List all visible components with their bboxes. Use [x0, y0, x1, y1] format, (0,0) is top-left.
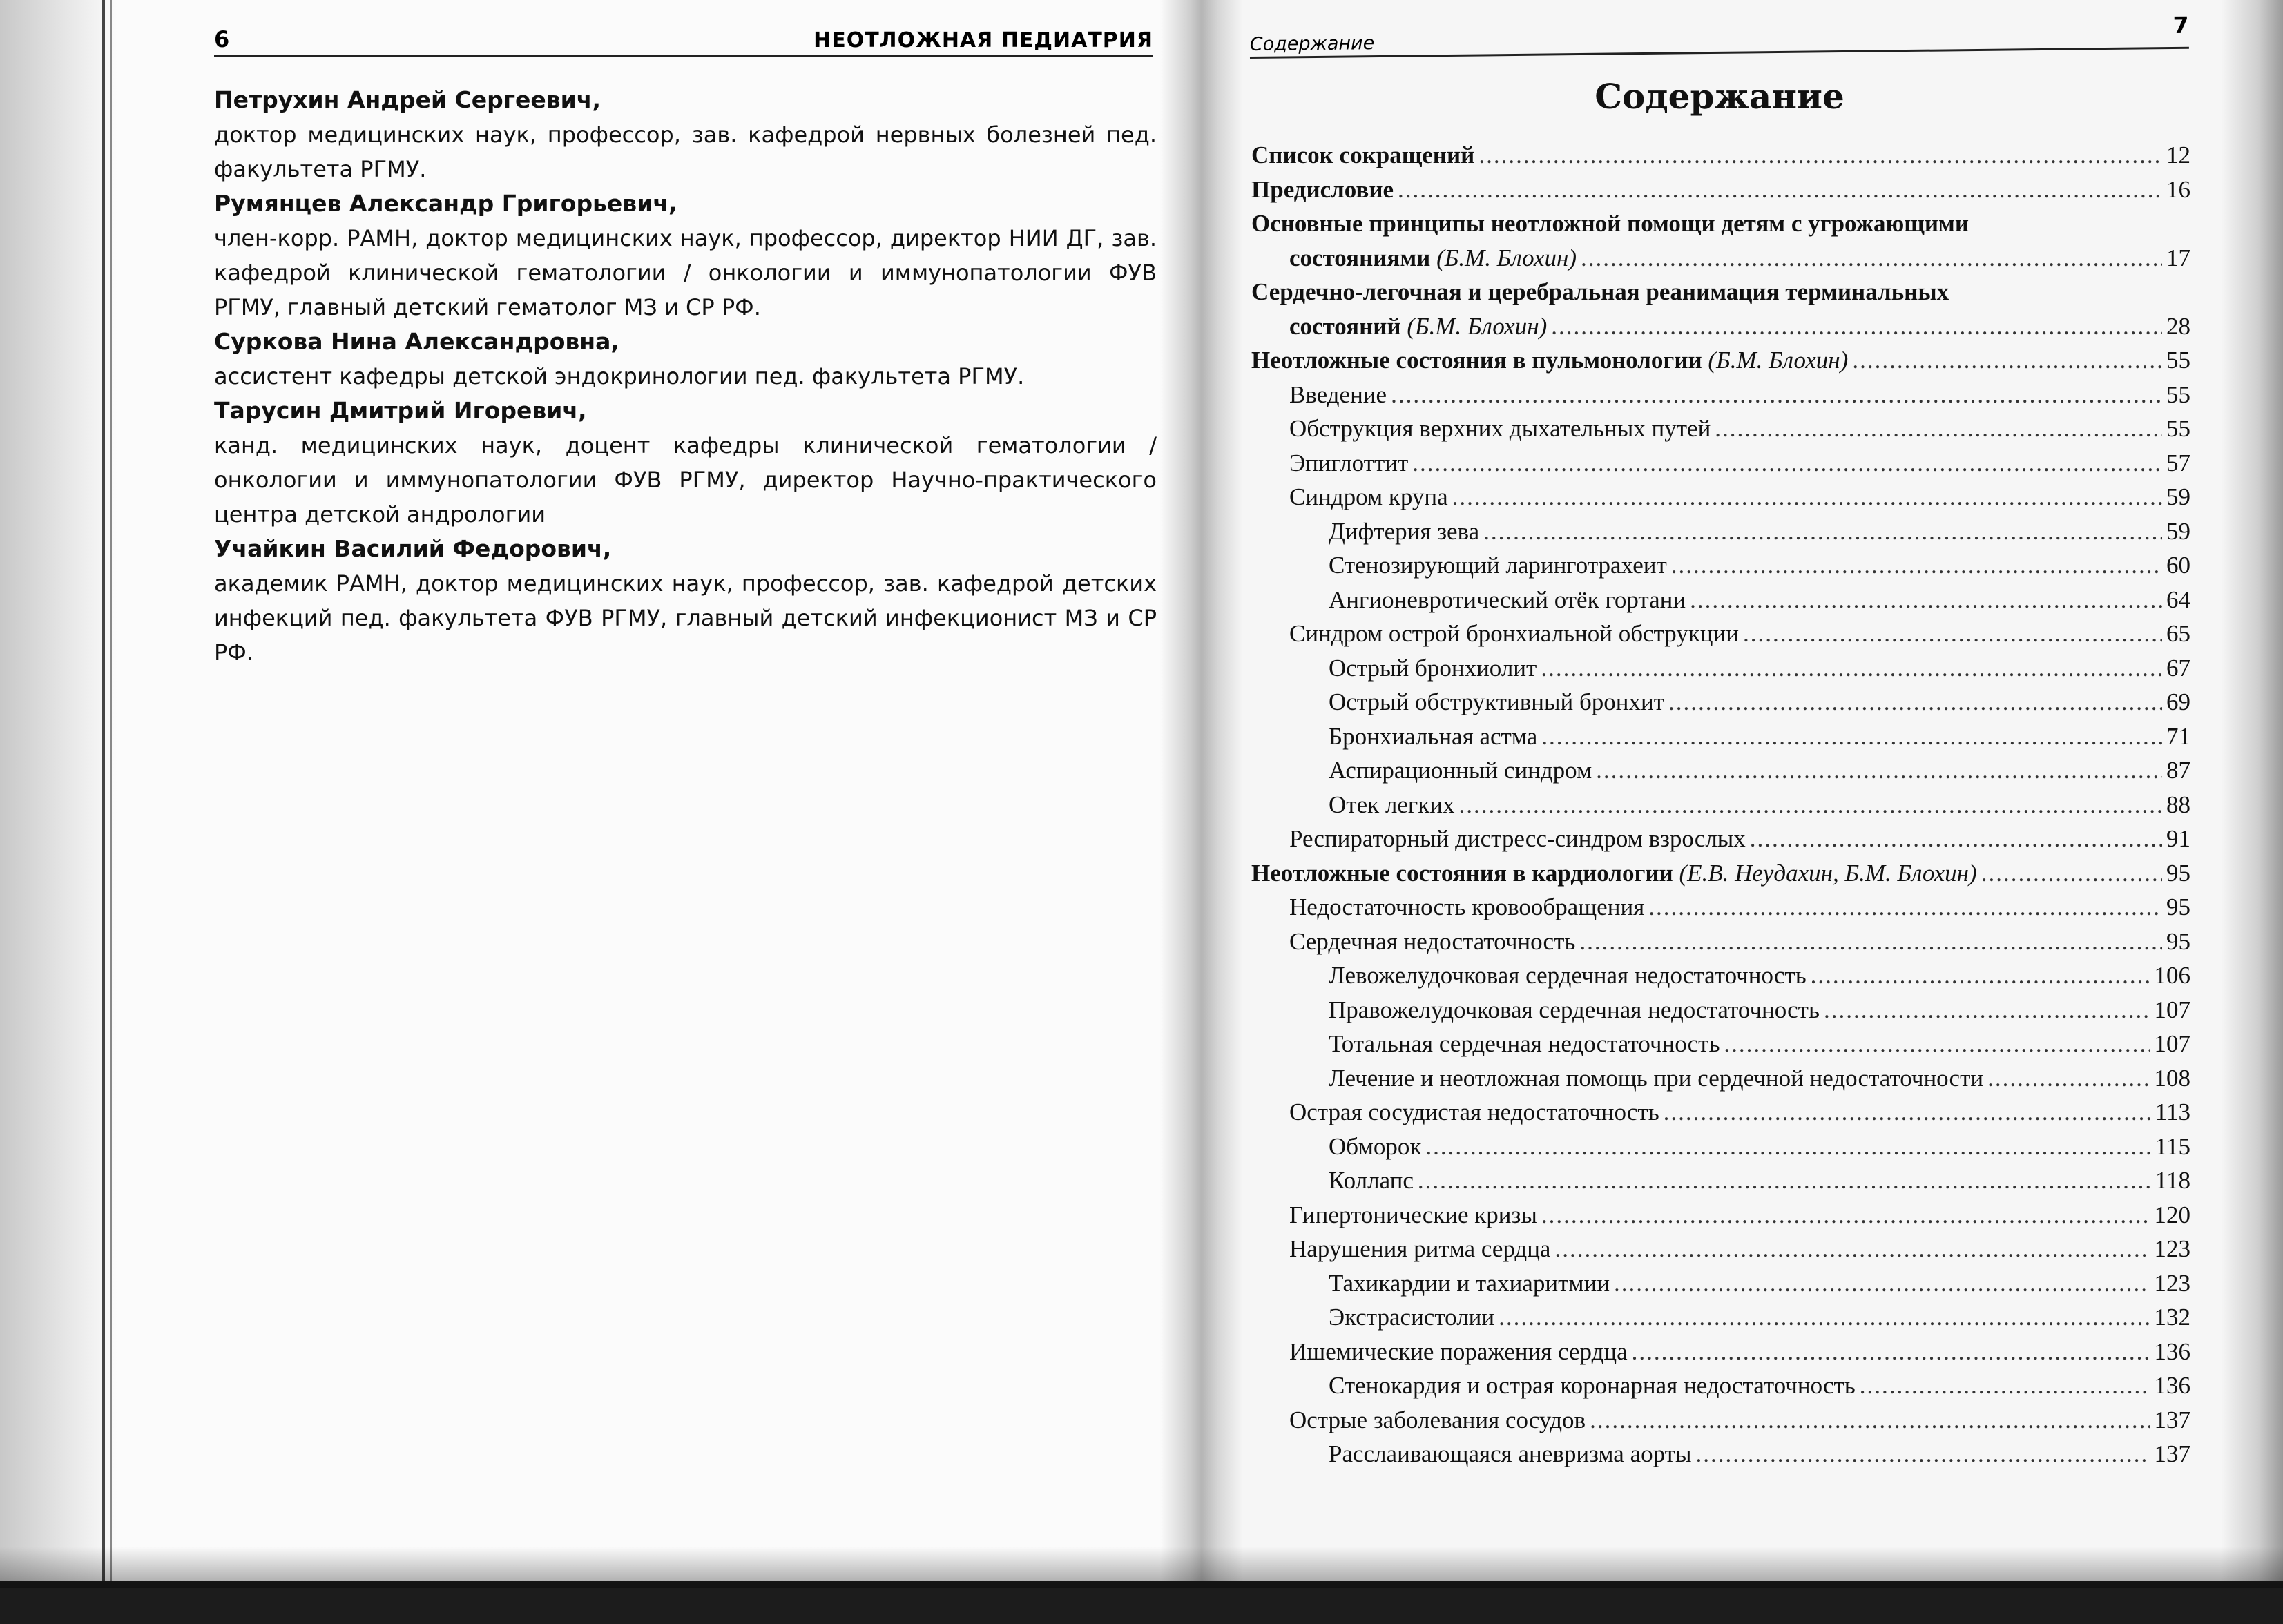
toc-entry-title: Экстрасистолии: [1329, 1304, 1495, 1331]
toc-entry[interactable]: [1251, 206, 2190, 275]
author-description: канд. медицинских наук, доцент кафедры клинической гематологии / онкологии и иммунопатологии ФУВ РГМУ, директор Научно-практического центра детской андрологии: [214, 432, 1157, 528]
toc-entry-title: Острые заболевания сосудов: [1289, 1406, 1586, 1433]
toc-leader-dots: [1668, 685, 2162, 719]
table-of-contents: [1251, 138, 2190, 1471]
toc-leader-dots: [1632, 1335, 2150, 1369]
toc-entry-title: Ангионевротический отёк гортани: [1329, 586, 1686, 613]
toc-entry-title: Недостаточность кровообращения: [1289, 893, 1645, 920]
toc-entry[interactable]: [1251, 685, 2190, 719]
toc-entry[interactable]: [1251, 1300, 2190, 1335]
toc-leader-dots: [1554, 1232, 2150, 1266]
toc-leader-dots: [1695, 1437, 2150, 1471]
toc-entry-title: Стенокардия и острая коронарная недостаточность: [1329, 1372, 1856, 1399]
toc-entry[interactable]: [1251, 1335, 2190, 1369]
authors-list: [214, 83, 1157, 670]
toc-leader-dots: [1690, 583, 2162, 617]
book-gutter: [1160, 0, 1243, 1581]
toc-entry-title: Коллапс: [1329, 1167, 1414, 1194]
toc-entry[interactable]: [1251, 925, 2190, 959]
toc-leader-dots: [1671, 548, 2162, 583]
toc-entry-title: Гипертонические кризы: [1289, 1201, 1537, 1228]
page-edge-line: [110, 0, 112, 1581]
toc-line: [1251, 1163, 2190, 1198]
toc-line: [1251, 1369, 2190, 1403]
toc-entry[interactable]: [1251, 1232, 2190, 1266]
author-name: Суркова Нина Александровна,: [214, 328, 619, 355]
toc-section-title: Предисловие: [1251, 175, 1394, 203]
toc-entry-title: Ишемические поражения сердца: [1289, 1337, 1628, 1365]
toc-entry[interactable]: [1251, 514, 2190, 549]
toc-entry-title: Правожелудочковая сердечная недостаточность: [1329, 996, 1820, 1023]
toc-entry-title: Респираторный дистресс-синдром взрослых: [1289, 825, 1746, 852]
toc-page-number: 16: [2166, 175, 2190, 203]
toc-line: [1251, 173, 2190, 207]
toc-section-author: (Е.В. Неудахин, Б.М. Блохин): [1673, 859, 1977, 887]
toc-line: [1251, 1335, 2190, 1369]
toc-leader-dots: [1987, 1061, 2150, 1096]
toc-entry-title: Стенозирующий ларинготрахеит: [1329, 552, 1667, 579]
author-name: Петрухин Андрей Сергеевич,: [214, 86, 601, 113]
toc-page-number: 95: [2166, 927, 2190, 955]
toc-entry[interactable]: [1251, 1369, 2190, 1403]
toc-entry[interactable]: [1251, 548, 2190, 583]
toc-entry[interactable]: [1251, 788, 2190, 822]
toc-leader-dots: [1750, 822, 2162, 856]
toc-entry-title: Синдром крупа: [1289, 483, 1448, 510]
toc-entry-title-line: Сердечно-легочная и церебральная реанимация терминальных: [1251, 278, 1949, 305]
toc-page-number: 17: [2166, 244, 2190, 271]
toc-line: [1251, 856, 2190, 891]
toc-entry[interactable]: [1251, 378, 2190, 412]
toc-line: [1251, 138, 2190, 173]
toc-entry[interactable]: [1251, 1266, 2190, 1301]
toc-entry-title: Острая сосудистая недостаточность: [1289, 1099, 1659, 1125]
toc-entry[interactable]: [1251, 583, 2190, 617]
toc-page-number: 115: [2155, 1132, 2190, 1160]
toc-page-number: 106: [2154, 962, 2190, 989]
toc-leader-dots: [1743, 617, 2162, 651]
toc-entry-title-line: Основные принципы неотложной помощи детям с угрожающими: [1251, 210, 1969, 237]
toc-leader-dots: [1715, 412, 2162, 446]
toc-entry-title: [1251, 856, 1977, 891]
toc-entry-title: Острый обструктивный бронхит: [1329, 688, 1665, 715]
toc-line: [1251, 412, 2190, 446]
author-entry: [214, 325, 1157, 394]
toc-leader-dots: [1724, 1027, 2150, 1061]
toc-entry-title: Отек легких: [1329, 791, 1455, 818]
toc-section-title: Список сокращений: [1251, 142, 1475, 168]
toc-entry-title: Лечение и неотложная помощь при сердечной недостаточности: [1329, 1064, 1984, 1092]
toc-page-number: 28: [2166, 312, 2190, 340]
author-description: член-корр. РАМН, доктор медицинских наук, профессор, директор НИИ ДГ, зав. кафедрой клинической гематологии / онкологии и иммунопатологии ФУВ РГМУ, главный детский гематолог МЗ и СР РФ.: [214, 225, 1157, 320]
toc-line: [1251, 1437, 2190, 1471]
toc-entry-title: [1251, 173, 1394, 207]
toc-line: [1251, 343, 2190, 378]
toc-page-number: 107: [2154, 996, 2190, 1023]
toc-entry-title: Синдром острой бронхиальной обструкции: [1289, 620, 1740, 647]
toc-entry[interactable]: [1251, 822, 2190, 856]
toc-line: [1251, 719, 2190, 754]
toc-section-author: (Б.М. Блохин): [1702, 347, 1849, 374]
toc-page-number: 71: [2166, 722, 2190, 750]
toc-page-number: 132: [2154, 1304, 2190, 1331]
toc-leader-dots: [1579, 925, 2162, 959]
author-name: Учайкин Василий Федорович,: [214, 535, 612, 562]
toc-entry[interactable]: [1251, 1437, 2190, 1471]
toc-leader-dots: [1596, 753, 2162, 788]
author-name: Румянцев Александр Григорьевич,: [214, 190, 677, 217]
toc-page-number: 69: [2166, 688, 2190, 715]
toc-page-number: 123: [2154, 1235, 2190, 1262]
toc-entry[interactable]: [1251, 446, 2190, 481]
toc-section-title: состояниями: [1289, 244, 1431, 271]
toc-line: [1251, 890, 2190, 925]
toc-entry[interactable]: [1251, 1095, 2190, 1130]
toc-entry[interactable]: [1251, 1027, 2190, 1061]
right-page-number: 7: [2173, 11, 2189, 39]
author-entry: [214, 532, 1157, 670]
toc-leader-dots: [1483, 514, 2162, 549]
toc-page-number: 55: [2166, 347, 2190, 374]
toc-line: [1251, 548, 2190, 583]
toc-entry-title: [1289, 309, 1547, 344]
running-title: НЕОТЛОЖНАЯ ПЕДИАТРИЯ: [813, 28, 1153, 52]
toc-entry[interactable]: [1251, 856, 2190, 891]
toc-entry[interactable]: [1251, 480, 2190, 514]
toc-line: [1251, 617, 2190, 651]
toc-leader-dots: [1852, 343, 2162, 378]
toc-line: [1251, 958, 2190, 993]
toc-line: [1251, 446, 2190, 481]
toc-line: [1251, 583, 2190, 617]
right-page-edge: [2221, 0, 2283, 1581]
toc-leader-dots: [1824, 993, 2150, 1027]
author-entry: [214, 83, 1157, 186]
toc-page-number: 57: [2166, 449, 2190, 476]
toc-entry[interactable]: [1251, 412, 2190, 446]
toc-line: [1251, 753, 2190, 788]
toc-entry-title: [1251, 343, 1848, 378]
toc-entry-title: Дифтерия зева: [1329, 517, 1480, 545]
toc-page-number: 123: [2154, 1269, 2190, 1297]
toc-line: [1251, 1266, 2190, 1301]
toc-entry-title: Сердечная недостаточность: [1289, 927, 1576, 955]
toc-page-number: 55: [2166, 380, 2190, 408]
toc-leader-dots: [1981, 856, 2162, 891]
toc-entry[interactable]: [1251, 890, 2190, 925]
toc-entry-title: Введение: [1289, 380, 1387, 408]
toc-entry-title: Тахикардии и тахиаритмии: [1329, 1269, 1610, 1297]
toc-page-number: 65: [2166, 620, 2190, 647]
toc-entry[interactable]: [1251, 958, 2190, 993]
toc-entry-title: Обструкция верхних дыхательных путей: [1289, 415, 1711, 442]
toc-line: [1251, 822, 2190, 856]
toc-entry[interactable]: [1251, 651, 2190, 686]
toc-leader-dots: [1425, 1130, 2150, 1164]
toc-entry[interactable]: [1251, 1198, 2190, 1232]
toc-line: [1251, 1232, 2190, 1266]
toc-leader-dots: [1860, 1369, 2150, 1403]
toc-leader-dots: [1551, 309, 2162, 344]
toc-leader-dots: [1541, 719, 2162, 754]
toc-leader-dots: [1541, 651, 2162, 686]
toc-entry[interactable]: [1251, 617, 2190, 651]
toc-leader-dots: [1590, 1403, 2150, 1438]
toc-leader-dots: [1664, 1095, 2151, 1130]
toc-leader-dots: [1418, 1163, 2151, 1198]
toc-entry[interactable]: [1251, 719, 2190, 754]
author-name: Тарусин Дмитрий Игоревич,: [214, 397, 587, 424]
toc-entry-title: Обморок: [1329, 1132, 1422, 1160]
author-entry: [214, 186, 1157, 325]
toc-page-number: 60: [2166, 552, 2190, 579]
toc-entry-title: Эпиглоттит: [1289, 449, 1409, 476]
toc-entry-title: Острый бронхиолит: [1329, 654, 1537, 682]
toc-entry[interactable]: [1251, 275, 2190, 343]
toc-page-number: 113: [2155, 1099, 2190, 1125]
toc-entry[interactable]: [1251, 1061, 2190, 1096]
toc-line: [1251, 241, 2190, 276]
toc-page-number: 55: [2166, 415, 2190, 442]
toc-entry[interactable]: [1251, 1163, 2190, 1198]
toc-page-number: 64: [2166, 586, 2190, 613]
toc-entry-title: [1289, 241, 1577, 276]
toc-line: [1251, 1300, 2190, 1335]
page-edge-line: [102, 0, 105, 1581]
toc-page-number: 67: [2166, 654, 2190, 682]
toc-leader-dots: [1581, 241, 2162, 276]
toc-page-number: 118: [2155, 1167, 2190, 1194]
toc-line: [1251, 788, 2190, 822]
toc-entry-title: Аспирационный синдром: [1329, 757, 1592, 784]
toc-page-number: 136: [2154, 1337, 2190, 1365]
toc-page-number: 88: [2166, 791, 2190, 818]
toc-title: Содержание: [1595, 76, 1844, 117]
toc-entry[interactable]: [1251, 1130, 2190, 1164]
left-page-header: [214, 14, 1153, 57]
toc-leader-dots: [1458, 788, 2162, 822]
author-entry: [214, 394, 1157, 532]
toc-section-title: Неотложные состояния в пульмонологии: [1251, 347, 1702, 374]
toc-page-number: 107: [2154, 1030, 2190, 1057]
left-page-number: 6: [214, 26, 230, 52]
toc-line: [1251, 685, 2190, 719]
toc-entry[interactable]: [1251, 753, 2190, 788]
toc-entry[interactable]: [1251, 138, 2190, 173]
toc-entry-title: Расслаивающаяся аневризма аорты: [1329, 1440, 1692, 1467]
toc-page-number: 108: [2154, 1064, 2190, 1092]
toc-entry[interactable]: [1251, 1403, 2190, 1438]
toc-page-number: 120: [2154, 1201, 2190, 1228]
toc-leader-dots: [1614, 1266, 2150, 1301]
toc-leader-dots: [1398, 173, 2162, 207]
toc-page-number: 136: [2154, 1372, 2190, 1399]
left-page-edge: [0, 0, 117, 1581]
toc-entry-title: Левожелудочковая сердечная недостаточность: [1329, 962, 1807, 989]
toc-line: [1251, 993, 2190, 1027]
toc-page-number: 59: [2166, 483, 2190, 510]
scan-bottom-shadow: [0, 1547, 2283, 1588]
toc-line: [1251, 1027, 2190, 1061]
toc-page-number: 91: [2166, 825, 2190, 852]
toc-page-number: 87: [2166, 757, 2190, 784]
author-description: доктор медицинских наук, профессор, зав. кафедрой нервных болезней пед. факультета РГМУ.: [214, 122, 1157, 182]
toc-entry-title: [1251, 138, 1474, 173]
toc-page-number: 95: [2166, 893, 2190, 920]
toc-page-number: 137: [2154, 1440, 2190, 1467]
toc-leader-dots: [1499, 1300, 2150, 1335]
toc-section-title: Неотложные состояния в кардиологии: [1251, 859, 1673, 887]
toc-section-author: (Б.М. Блохин): [1430, 244, 1577, 271]
toc-line: [1251, 1403, 2190, 1438]
toc-line: [1251, 480, 2190, 514]
toc-leader-dots: [1391, 378, 2162, 412]
toc-leader-dots: [1541, 1198, 2150, 1232]
toc-entry-title: Нарушения ритма сердца: [1289, 1235, 1551, 1262]
toc-page-number: 95: [2166, 859, 2190, 887]
toc-entry[interactable]: [1251, 173, 2190, 207]
toc-page-number: 59: [2166, 517, 2190, 545]
toc-entry-title: Тотальная сердечная недостаточность: [1329, 1030, 1720, 1057]
toc-line: [1251, 378, 2190, 412]
toc-line: [1251, 925, 2190, 959]
toc-leader-dots: [1452, 480, 2162, 514]
toc-leader-dots: [1648, 890, 2162, 925]
toc-leader-dots: [1478, 138, 2162, 173]
running-label: Содержание: [1249, 32, 1375, 56]
toc-line: [1251, 651, 2190, 686]
author-description: ассистент кафедры детской эндокринологии пед. факультета РГМУ.: [214, 363, 1025, 389]
toc-leader-dots: [1412, 446, 2162, 481]
toc-section-author: (Б.М. Блохин): [1400, 312, 1548, 340]
toc-entry-title: Бронхиальная астма: [1329, 722, 1538, 750]
toc-leader-dots: [1811, 958, 2150, 993]
author-description: академик РАМН, доктор медицинских наук, профессор, зав. кафедрой детских инфекций пед. факультета ФУВ РГМУ, главный детский инфекционист МЗ и СР РФ.: [214, 570, 1157, 666]
toc-line: [1251, 309, 2190, 344]
toc-line: [1251, 1130, 2190, 1164]
toc-section-title: состояний: [1289, 312, 1401, 340]
toc-page-number: 12: [2166, 142, 2190, 168]
toc-line: [1251, 1095, 2190, 1130]
toc-line: [1251, 1061, 2190, 1096]
toc-entry[interactable]: [1251, 993, 2190, 1027]
toc-entry[interactable]: [1251, 343, 2190, 378]
toc-line: [1251, 1198, 2190, 1232]
toc-page-number: 137: [2154, 1406, 2190, 1433]
toc-line: [1251, 514, 2190, 549]
